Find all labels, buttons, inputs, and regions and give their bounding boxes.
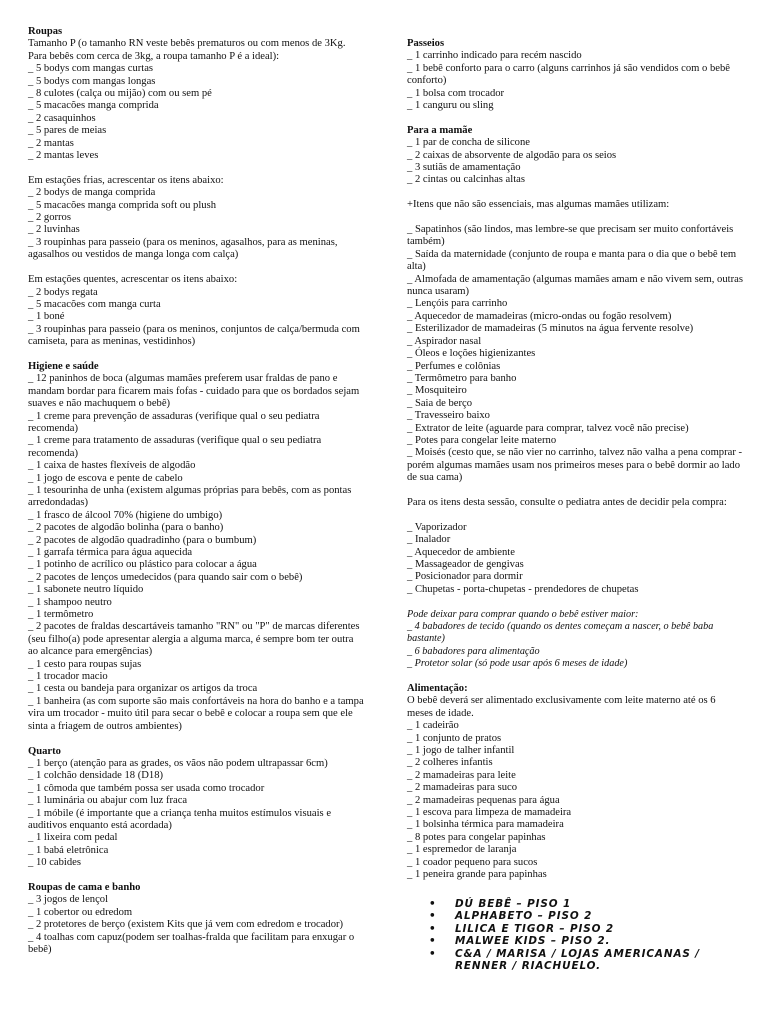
higiene-item: _ 1 cesto para roupas sujas bbox=[28, 658, 142, 670]
extras-item: _ Travesseiro baixo bbox=[407, 410, 490, 422]
pediatra-item: _ Chupetas - porta-chupetas - prendedores de chupetas bbox=[407, 583, 639, 595]
higiene-item: _ 1 creme para tratamento de assaduras (verifique qual o seu pediatra recomenda) bbox=[28, 435, 322, 459]
higiene-item: _ 1 frasco de álcool 70% (higiene do umbigo) bbox=[28, 509, 223, 521]
passeios-item: _ 1 carrinho indicado para recém nascido bbox=[407, 50, 582, 62]
roupas-item: _ 5 pares de meias bbox=[28, 125, 107, 137]
alimentacao-item: _ 2 colheres infantis bbox=[407, 757, 493, 769]
section-title-higiene: Higiene e saúde bbox=[28, 360, 99, 372]
comprar-depois-item: _ 6 babadores para alimentação bbox=[407, 645, 540, 657]
section-roupas bbox=[28, 26, 364, 349]
mamae-item: _ 2 cintas ou calcinhas altas bbox=[407, 174, 525, 186]
section-passeios bbox=[407, 38, 743, 112]
pediatra-intro: Para os itens desta sessão, consulte o pediatra antes de decidir pela compra: bbox=[407, 496, 727, 508]
store-item bbox=[407, 935, 743, 948]
roupas-item: _ 2 mantas leves bbox=[28, 150, 99, 162]
extras-item: _ Lençóis para carrinho bbox=[407, 298, 508, 310]
pediatra-item: _ Vaporizador bbox=[407, 521, 467, 533]
right-column bbox=[407, 38, 743, 973]
passeios-item: _ 1 canguru ou sling bbox=[407, 100, 494, 112]
pediatra-item: _ Massageador de gengivas bbox=[407, 558, 524, 570]
extras-item: _ Óleos e loções higienizantes bbox=[407, 348, 536, 360]
store-name: C&A / MARISA / LOJAS AMERICANAS / RENNER / RIACHUELO. bbox=[455, 947, 701, 973]
hot-season-intro: Em estações quentes, acrescentar os itens abaixo: bbox=[28, 274, 238, 286]
hot-season-item: _ 5 macacões com manga curta bbox=[28, 298, 161, 310]
quarto-item: _ 10 cabides bbox=[28, 857, 81, 869]
bullet-icon: • bbox=[429, 910, 437, 923]
bullet-icon: • bbox=[429, 897, 437, 910]
alimentacao-list bbox=[407, 720, 743, 881]
roupas-item: _ 5 macacões manga comprida bbox=[28, 100, 159, 112]
alimentacao-item: _ 1 escova para limpeza de mamadeira bbox=[407, 807, 572, 819]
cold-season-item: _ 3 roupinhas para passeio (para os meninos, agasalhos, para as meninas, agasalhos ou vestidos de manga longa com calça) bbox=[28, 236, 338, 261]
alimentacao-item: _ 1 bolsinha térmica para mamadeira bbox=[407, 819, 564, 831]
extras-item: _ Esterilizador de mamadeiras (5 minutos na água fervente resolve) bbox=[407, 323, 694, 335]
store-name: LILICA E TIGOR – PISO 2 bbox=[455, 922, 615, 935]
roupas-item: _ 2 casaquinhos bbox=[28, 112, 96, 124]
cama-item: _ 1 cobertor ou edredom bbox=[28, 906, 133, 918]
passeios-list bbox=[407, 50, 743, 112]
higiene-item: _ 1 jogo de escova e pente de cabelo bbox=[28, 472, 183, 484]
higiene-item: _ 2 pacotes de lenços umedecidos (para quando sair com o bebê) bbox=[28, 571, 303, 583]
cold-season-item: _ 5 macacões manga comprida soft ou plush bbox=[28, 199, 216, 211]
mamae-item: _ 2 caixas de absorvente de algodão para os seios bbox=[407, 149, 617, 161]
alimentacao-item: _ 1 cadeirão bbox=[407, 720, 459, 732]
section-pediatra bbox=[407, 497, 743, 596]
quarto-item: _ 1 cômoda que também possa ser usada como trocador bbox=[28, 782, 265, 794]
section-title-alimentacao: Alimentação: bbox=[407, 683, 468, 695]
hot-season-item: _ 3 roupinhas para passeio (para os meninos, conjuntos de calça/bermuda com camiseta, para as meninas, vestidinhos) bbox=[28, 323, 360, 348]
passeios-item: _ 1 bolsa com trocador bbox=[407, 87, 505, 99]
extras-item: _ Almofada de amamentação (algumas mamães amam e não vivem sem, outras nunca usaram) bbox=[407, 273, 743, 298]
extras-list bbox=[407, 224, 743, 485]
cold-season-intro: Em estações frias, acrescentar os itens abaixo: bbox=[28, 174, 224, 186]
mamae-list bbox=[407, 137, 743, 187]
section-alimentacao bbox=[407, 683, 743, 882]
bullet-icon: • bbox=[429, 922, 437, 935]
extras-item: _ Saída da maternidade (conjunto de roupa e manta para o dia que o bebê tem alta) bbox=[407, 248, 737, 273]
left-column bbox=[28, 26, 364, 956]
cama-item: _ 4 toalhas com capuz(podem ser toalhas-fralda que facilitam para enxugar o bebê) bbox=[28, 931, 355, 955]
higiene-item: _ 1 termômetro bbox=[28, 609, 94, 621]
store-name: MALWEE KIDS – PISO 2. bbox=[455, 935, 611, 948]
quarto-item: _ 1 lixeira com pedal bbox=[28, 832, 118, 844]
higiene-item: _ 2 pacotes de algodão bolinha (para o banho) bbox=[28, 522, 224, 534]
higiene-item: _ 1 banheira (as com suporte são mais confortáveis na hora do banho e a tampa vira um trocador - muito útil para secar o bebê e colocar a roupa sem que ele sinta a friagem de outros ambientes) bbox=[28, 695, 364, 732]
section-higiene bbox=[28, 361, 364, 733]
higiene-item: _ 1 garrafa térmica para água aquecida bbox=[28, 547, 193, 559]
higiene-item: _ 1 caixa de hastes flexíveis de algodão bbox=[28, 460, 196, 472]
section-title-mamae: Para a mamãe bbox=[407, 124, 473, 136]
extras-item: _ Moisés (cesto que, se não vier no carrinho, talvez não valha a pena comprar - porém algumas mamães usam nos primeiros meses para o bebê dormir ao lado de sua cama) bbox=[407, 447, 743, 484]
mamae-item: _ 1 par de concha de silicone bbox=[407, 137, 530, 149]
hot-season-item: _ 1 boné bbox=[28, 311, 65, 323]
cama-list bbox=[28, 894, 364, 956]
mamae-item: _ 3 sutiãs de amamentação bbox=[407, 162, 521, 174]
alimentacao-item: _ 1 espremedor de laranja bbox=[407, 844, 517, 856]
pediatra-item: _ Posicionador para dormir bbox=[407, 571, 523, 583]
cama-item: _ 2 protetores de berço (existem Kits que já vem com edredom e trocador) bbox=[28, 919, 344, 931]
cama-item: _ 3 jogos de lençol bbox=[28, 894, 109, 906]
extras-intro: +Itens que não são essenciais, mas algumas mamães utilizam: bbox=[407, 199, 670, 211]
store-item bbox=[407, 910, 743, 923]
section-mamae bbox=[407, 125, 743, 187]
bullet-icon: • bbox=[429, 947, 437, 960]
higiene-item: _ 12 paninhos de boca (algumas mamães preferem usar fraldas de pano e mandam bordar para ficarem mais fofas - cuidado para que os bordados sejam suaves e não machuquem o bebê) bbox=[28, 373, 360, 410]
store-name: DÚ BEBÊ – PISO 1 bbox=[455, 897, 572, 910]
cold-season-item: _ 2 gorros bbox=[28, 212, 71, 224]
alimentacao-intro: O bebê deverá ser alimentado exclusivamente com leite materno até os 6 meses de idade. bbox=[407, 695, 716, 719]
alimentacao-item: _ 1 peneira grande para papinhas bbox=[407, 869, 547, 881]
section-title-cama-banho: Roupas de cama e banho bbox=[28, 881, 141, 893]
alimentacao-item: _ 2 mamadeiras para leite bbox=[407, 769, 516, 781]
higiene-item: _ 2 pacotes de fraldas descartáveis tamanho "RN" ou "P" de marcas diferentes (seu filho(a) pode apresentar alergia a alguma marca, é sempre bom ter outra ao alcance para emergências) bbox=[28, 621, 360, 658]
roupas-intro: Tamanho P (o tamanho RN veste bebês prematuros ou com menos de 3Kg. Para bebês com cerca de 3kg, a roupa tamanho P é a ideal): bbox=[28, 38, 346, 62]
comprar-depois-intro: Pode deixar para comprar quando o bebê estiver maior: bbox=[407, 608, 639, 620]
alimentacao-item: _ 1 conjunto de pratos bbox=[407, 732, 502, 744]
extras-item: _ Potes para congelar leite materno bbox=[407, 434, 557, 446]
higiene-item: _ 1 sabonete neutro líquido bbox=[28, 584, 144, 596]
pediatra-item: _ Inalador bbox=[407, 534, 451, 546]
section-title-quarto: Quarto bbox=[28, 745, 61, 757]
alimentacao-item: _ 2 mamadeiras pequenas para água bbox=[407, 794, 560, 806]
section-quarto bbox=[28, 746, 364, 870]
section-comprar-depois bbox=[407, 609, 743, 671]
extras-item: _ Mosquiteiro bbox=[407, 385, 467, 397]
higiene-item: _ 1 shampoo neutro bbox=[28, 596, 112, 608]
alimentacao-item: _ 1 jogo de talher infantil bbox=[407, 745, 515, 757]
roupas-item: _ 8 culotes (calça ou mijão) com ou sem pé bbox=[28, 88, 212, 100]
comprar-depois-item: _ 4 babadores de tecido (quando os dentes começam a nascer, o bebê baba bastante) bbox=[407, 621, 714, 645]
quarto-item: _ 1 babá eletrônica bbox=[28, 844, 109, 856]
extras-item: _ Aspirador nasal bbox=[407, 335, 482, 347]
cold-season-item: _ 2 luvinhas bbox=[28, 224, 80, 236]
store-item bbox=[407, 923, 743, 936]
extras-item: _ Saia de berço bbox=[407, 397, 473, 409]
comprar-depois-item: _ Protetor solar (só pode usar após 6 meses de idade) bbox=[407, 658, 628, 670]
hot-season-item: _ 2 bodys regata bbox=[28, 286, 98, 298]
store-name: ALPHABETO – PISO 2 bbox=[455, 910, 593, 923]
comprar-depois-list bbox=[407, 621, 743, 671]
hot-season-list bbox=[28, 287, 364, 349]
roupas-item: _ 5 bodys com mangas curtas bbox=[28, 63, 154, 75]
extras-item: _ Extrator de leite (aguarde para comprar, talvez você não precise) bbox=[407, 422, 689, 434]
store-item bbox=[407, 898, 743, 911]
extras-item: _ Perfumes e colônias bbox=[407, 360, 501, 372]
higiene-item: _ 1 creme para prevenção de assaduras (verifique qual o seu pediatra recomenda) bbox=[28, 410, 320, 434]
higiene-item: _ 1 trocador macio bbox=[28, 671, 108, 683]
higiene-item: _ 2 pacotes de algodão quadradinho (para o bumbum) bbox=[28, 534, 257, 546]
cold-season-item: _ 2 bodys de manga comprida bbox=[28, 187, 156, 199]
quarto-list bbox=[28, 758, 364, 870]
section-title-roupas: Roupas bbox=[28, 26, 63, 37]
pediatra-list bbox=[407, 522, 743, 596]
quarto-item: _ 1 berço (atenção para as grades, os vãos não podem ultrapassar 6cm) bbox=[28, 757, 328, 769]
quarto-item: _ 1 colchão densidade 18 (D18) bbox=[28, 770, 164, 782]
extras-item: _ Termômetro para banho bbox=[407, 372, 517, 384]
higiene-item: _ 1 cesta ou bandeja para organizar os artigos da troca bbox=[28, 683, 258, 695]
section-extras bbox=[407, 199, 743, 484]
quarto-item: _ 1 móbile (é importante que a criança tenha muitos estímulos visuais e auditivos enquanto está acordada) bbox=[28, 807, 332, 831]
passeios-item: _ 1 bebê conforto para o carro (alguns carrinhos já são vendidos com o bebê conforto) bbox=[407, 62, 730, 87]
alimentacao-item: _ 1 coador pequeno para sucos bbox=[407, 856, 538, 868]
higiene-item: _ 1 potinho de acrílico ou plástico para colocar a água bbox=[28, 559, 257, 571]
store-list bbox=[407, 898, 743, 974]
extras-item: _ Aquecedor de mamadeiras (micro-ondas ou fogão resolvem) bbox=[407, 310, 672, 322]
section-title-passeios: Passeios bbox=[407, 38, 445, 49]
section-cama-banho bbox=[28, 882, 364, 956]
store-item bbox=[407, 948, 743, 973]
roupas-item: _ 5 bodys com mangas longas bbox=[28, 75, 156, 87]
roupas-list bbox=[28, 63, 364, 162]
alimentacao-item: _ 2 mamadeiras para suco bbox=[407, 782, 518, 794]
cold-season-list bbox=[28, 187, 364, 261]
quarto-item: _ 1 luminária ou abajur com luz fraca bbox=[28, 795, 188, 807]
higiene-list bbox=[28, 373, 364, 733]
alimentacao-item: _ 8 potes para congelar papinhas bbox=[407, 831, 546, 843]
roupas-item: _ 2 mantas bbox=[28, 137, 74, 149]
pediatra-item: _ Aquecedor de ambiente bbox=[407, 546, 515, 558]
higiene-item: _ 1 tesourinha de unha (existem algumas próprias para bebês, com as pontas arredondadas) bbox=[28, 484, 352, 509]
bullet-icon: • bbox=[429, 935, 437, 948]
extras-item: _ Sapatinhos (são lindos, mas lembre-se que precisam ser muito confortáveis também) bbox=[407, 224, 734, 248]
